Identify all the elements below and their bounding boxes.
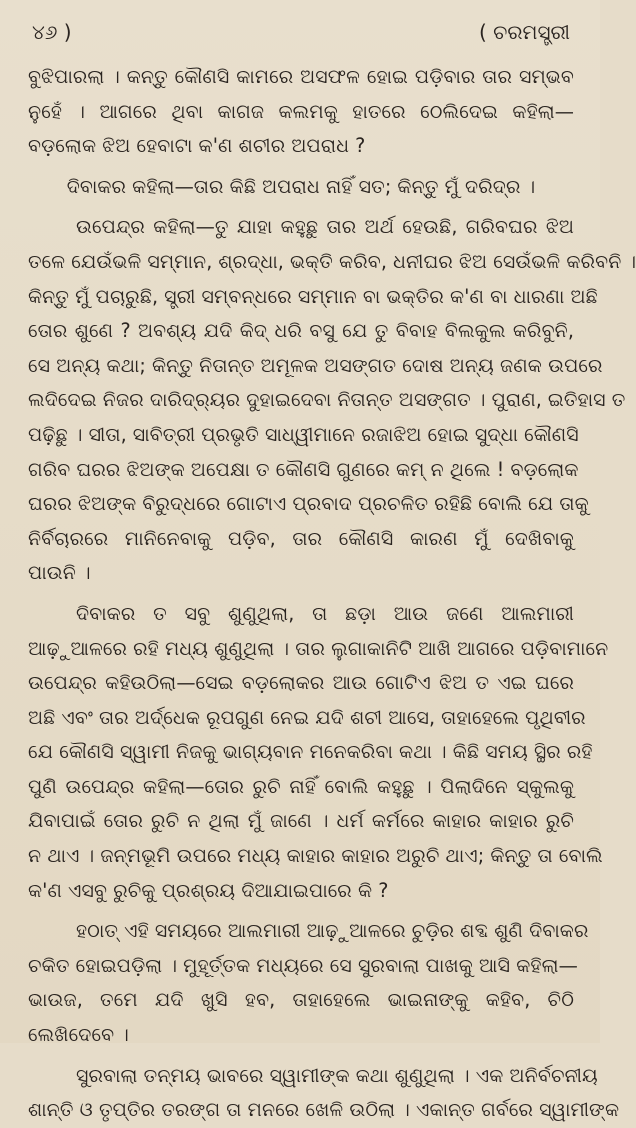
paragraph — [28, 597, 609, 908]
paragraph — [28, 210, 636, 591]
text-line: ଉପେନ୍ଦ୍ର କହିଉଠିଲା—ସେଇ ବଡ଼ଲୋକର ଆଉ ଗୋଟିଏ ଝିଅ ତ ଏଇ ଘରେ — [28, 671, 574, 695]
text-line: ଅଛି ଏବଂ ତାର ଅର୍ଦ୍ଧେକ ରୂପଗୁଣ ନେଇ ଯଦି ଶଚୀ ଆସେ, ତାହାହେଲେ ପୃଥିବୀର — [28, 705, 586, 729]
text-line: ଯେ କୌଣସି ସ୍ୱାମୀ ନିଜକୁ ଭାଗ୍ୟବାନ ମନେକରିବା କଥା । କିଛି ସମୟ ସ୍ଥିର ରହି — [28, 740, 593, 764]
text-line: ଲେଖିଦେବେ । — [28, 1023, 129, 1047]
text-line: ପଢ଼ିଛୁ । ସୀତା, ସାବିତ୍ରୀ ପ୍ରଭୃତି ସାଧ୍ୱୀମାନେ ରଜାଝିଅ ହୋଇ ସୁଦ୍ଧା କୌଣସି — [28, 422, 579, 446]
text-line: କ'ଣ ଏସବୁ ରୁଚିକୁ ପ୍ରଶ୍ରୟ ଦିଆଯାଇପାରେ କି ? — [28, 878, 389, 902]
text-line: ନ ଥାଏ । ଜନ୍ମଭୂମି ଉପରେ ମଧ୍ୟ କାହାର କାହାର ଅରୁଚି ଥାଏ; କିନ୍ତୁ ତା ବୋଲି — [28, 844, 603, 868]
text-line: ଆଢ଼ୁଆଳରେ ରହି ମଧ୍ୟ ଶୁଣୁଥିଲା । ତାର ଲୁଗାକାନିଟି ଆଖି ଆଗରେ ପଡ଼ିବାମାନେ — [28, 636, 609, 660]
text-line: ଦିବାକର କହିଲା—ତାର କିଛି ଅପରାଧ ନାହିଁ ସତ; କିନ୍ତୁ ମୁଁ ଦରିଦ୍ର । — [66, 174, 536, 198]
text-line: ବଡ଼ଲୋକ ଝିଅ ହେବାଟା କ'ଣ ଶଚୀର ଅପରାଧ ? — [28, 134, 366, 158]
text-line: ଚକିତ ହୋଇପଡ଼ିଲା । ମୁହୂର୍ତ୍ତକ ମଧ୍ୟରେ ସେ ସୁରବାଲା ପାଖକୁ ଆସି କହିଲା— — [28, 953, 578, 977]
text-line: ଦିବାକର ତ ସବୁ ଶୁଣୁଥିଲା, ତା ଛଡ଼ା ଆଉ ଜଣେ ଆଲମାରୀ — [76, 601, 574, 625]
text-line: ପୁଣି ଉପେନ୍ଦ୍ର କହିଲା—ତୋର ରୁଚି ନାହିଁ ବୋଲି କହୁଛୁ । ପିଲାଦିନେ ସ୍କୁଲକୁ — [28, 774, 574, 798]
paragraph — [28, 170, 574, 205]
paragraph — [28, 914, 589, 1052]
text-line: ତଳେ ଯେଉଁଭଳି ସମ୍ମାନ, ଶ୍ରଦ୍ଧା, ଭକ୍ତି କରିବ, ଧନୀଘର ଝିଅ ସେଉଁଭଳି କରିବନି । — [28, 249, 636, 273]
text-line: ଯିବାପାଇଁ ତୋର ରୁଚି ନ ଥିଲା ମୁଁ ଜାଣେ । ଧର୍ମ କର୍ମରେ କାହାର କାହାର ରୁଚି — [28, 809, 574, 833]
text-line: ସୁରବାଲା ତନ୍ମୟ ଭାବରେ ସ୍ୱାମୀଙ୍କ କଥା ଶୁଣୁଥିଲା । ଏକ ଅନିର୍ବଚନୀୟ — [76, 1063, 598, 1087]
paragraph — [28, 60, 574, 164]
text-line: ଗରିବ ଘରର ଝିଅଙ୍କ ଅପେକ୍ଷା ତ କୌଣସି ଗୁଣରେ କମ୍ ନ ଥିଲେ ! ବଡ଼ଲୋକ — [28, 457, 579, 481]
paragraph — [28, 1059, 620, 1128]
text-line: ଭାଉଜ, ତମେ ଯଦି ଖୁସି ହବ, ତାହାହେଲେ ଭାଇନାଙ୍କୁ କହିବ, ଚିଠି — [28, 988, 574, 1012]
text-line: ନୁହେଁ । ଆଗରେ ଥିବା କାଗଜ କଲମକୁ ହାତରେ ଠେଲିଦେଇ କହିଲା— — [28, 99, 574, 123]
text-line: ବୁଝିପାରଲା । କନ୍ତୁ କୌଣସି କାମରେ ଅସଫଳ ହୋଇ ପଡ଼ିବାର ତାର ସମ୍ଭବ — [28, 65, 574, 88]
text-line: ନିର୍ବିଚାରରେ ମାନିନେବାକୁ ପଡ଼ିବ, ତାର କୌଣସି କାରଣ ମୁଁ ଦେଖିବାକୁ — [28, 526, 574, 550]
text-line: ପାଉନି । — [28, 561, 91, 585]
text-line: ଶାନ୍ତି ଓ ତୃପ୍ତିର ତରଙ୍ଗ ତା ମନରେ ଖେଳି ଉଠିଲା । ଏକାନ୍ତ ଗର୍ବରେ ସ୍ୱାମୀଙ୍କ — [28, 1098, 620, 1122]
running-title: ( ଚରମସ୍ତ୍ରୀ — [478, 20, 570, 44]
text-line: କିନ୍ତୁ ମୁଁ ପଚାରୁଛି, ସ୍ତ୍ରୀ ସମ୍ବନ୍ଧରେ ସମ୍ମାନ ବା ଭକ୍ତିର କ'ଣ ବା ଧାରଣା ଅଛି — [28, 284, 598, 308]
page-header — [28, 14, 574, 50]
text-line: ଉପେନ୍ଦ୍ର କହିଲା—ତୁ ଯାହା କହୁଛୁ ତାର ଅର୍ଥ ହେଉଛି, ଗରିବଘର ଝିଅ — [76, 215, 574, 239]
text-line: ଲଦିଦେଇ ନିଜର ଦାରିଦ୍ର୍ୟର ଦୁହାଇଦେବା ନିତାନ୍ତ ଅସଙ୍ଗତ । ପୁରାଣ, ଇତିହାସ ତ — [28, 388, 626, 412]
page-number: ୪୬ ) — [32, 20, 72, 44]
text-line: ହଠାତ୍ ଏହି ସମୟରେ ଆଲମାରୀ ଆଢ଼ୁଆଳରେ ଚୁଡ଼ିର ଶବ୍ଦ ଶୁଣି ଦିବାକର — [76, 919, 589, 943]
text-line: ଘରର ଝିଅଙ୍କ ବିରୁଦ୍ଧରେ ଗୋଟାଏ ପ୍ରବାଦ ପ୍ରଚଳିତ ରହିଛି ବୋଲି ଯେ ତାକୁ — [28, 492, 589, 516]
text-line: ସେ ଅନ୍ୟ କଥା; କିନ୍ତୁ ନିତାନ୍ତ ଅମୂଳକ ଅସଙ୍ଗତ ଦୋଷ ଅନ୍ୟ ଜଣକ ଉପରେ — [28, 353, 603, 377]
page-body — [28, 60, 636, 1128]
text-line: ତୋର ଶୁଣେ ? ଅବଶ୍ୟ ଯଦି କିଦ୍ ଧରି ବସୁ ଯେ ତୁ ବିବାହ ବିଲକୁଲ କରିବୁନି, — [28, 319, 574, 343]
